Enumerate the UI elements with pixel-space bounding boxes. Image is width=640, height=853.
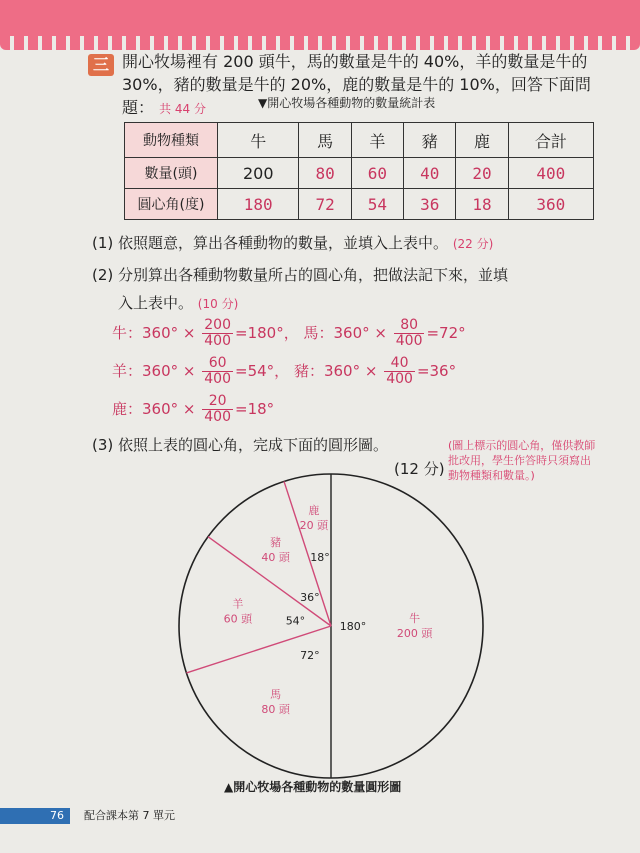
teacher-note: (圖上標示的圓心角，僅供教師批改用，學生作答時只須寫出動物種類和數量。) [448, 439, 596, 482]
slice-name-label: 馬 [270, 688, 282, 702]
calc-result: =54°， [235, 362, 290, 380]
count-cell: 200 [218, 158, 299, 189]
angle-cell: 72 [299, 189, 351, 220]
numerator: 20 [202, 394, 233, 410]
numerator: 60 [202, 356, 233, 372]
slice-angle-label: 36° [300, 590, 320, 604]
calc-prefix: ：360° × [127, 400, 196, 418]
count-cell: 20 [456, 158, 508, 189]
count-cell: 400 [508, 158, 593, 189]
table-header-cell: 豬 [404, 123, 456, 158]
count-cell: 80 [299, 158, 351, 189]
table-header-cell: 馬 [299, 123, 351, 158]
subquestion-2-text: 入上表中。 [118, 294, 194, 312]
subquestion-3-points: (12 分) [394, 460, 445, 478]
calc-animal: 馬 [303, 324, 319, 342]
table-caption: ▼開心牧場各種動物的數量統計表 [258, 96, 436, 110]
denominator: 400 [395, 333, 423, 349]
question-number-badge: 三 [88, 54, 114, 76]
subquestion-1-text: (1) 依照題意，算出各種動物的數量，並填入上表中。 [92, 234, 449, 252]
angle-cell: 180 [218, 189, 299, 220]
page-number: 76 [0, 808, 70, 824]
slice-count-label: 200 頭 [396, 627, 433, 640]
denominator: 400 [204, 409, 231, 425]
calc-animal: 鹿 [112, 400, 128, 418]
calc-animal: 牛 [112, 324, 128, 342]
table-header-cell: 合計 [508, 123, 593, 158]
calc-result: =36° [416, 362, 457, 380]
calc-result: =180°， [235, 324, 299, 342]
table-header-cell: 動物種類 [125, 123, 218, 158]
denominator: 400 [204, 333, 231, 349]
slice-angle-label: 18° [310, 550, 330, 564]
count-cell: 40 [404, 158, 456, 189]
slice-name-label: 鹿 [308, 503, 320, 517]
slice-name-label: 豬 [270, 535, 282, 549]
angle-cell: 36 [404, 189, 456, 220]
numerator: 200 [204, 317, 231, 333]
subquestion-1-points: (22 分) [452, 237, 494, 251]
calc-animal: 豬 [293, 362, 309, 380]
numerator: 40 [384, 356, 415, 372]
angle-cell: 360 [508, 189, 593, 220]
row-label: 數量(頭) [125, 158, 218, 189]
table-header-cell: 牛 [218, 123, 299, 158]
slice-angle-label: 72° [300, 649, 320, 663]
slice-angle-label: 54° [285, 614, 306, 628]
denominator: 400 [204, 371, 231, 387]
slice-name-label: 牛 [409, 612, 421, 625]
calc-result: =18° [235, 400, 275, 418]
calc-result: =72° [426, 324, 466, 342]
calc-prefix: ：360° × [318, 324, 387, 342]
calc-prefix: ：360° × [308, 362, 378, 380]
question-body: 開心牧場裡有 200 頭牛，馬的數量是牛的 40%，羊的數量是牛的 30%，豬的數量是牛的 20%，鹿的數量是牛的 10%，回答下面問題： [122, 52, 591, 117]
calc-prefix: ：360° × [127, 362, 196, 380]
slice-count-label: 20 頭 [299, 518, 329, 532]
calc-animal: 羊 [112, 362, 128, 380]
angle-cell: 18 [456, 189, 508, 220]
row-label: 圓心角(度) [125, 189, 218, 220]
subquestion-2-line1: (2) 分別算出各種動物數量所占的圓心角，把做法記下來，並填 [92, 266, 509, 284]
table-header-cell: 鹿 [456, 123, 508, 158]
slice-angle-label: 180° [339, 620, 367, 633]
slice-count-label: 40 頭 [261, 550, 290, 564]
slice-count-label: 80 頭 [261, 703, 290, 717]
angle-cell: 54 [351, 189, 403, 220]
pie-chart-caption: ▲開心牧場各種動物的數量圓形圖 [224, 780, 402, 794]
table-header-cell: 羊 [351, 123, 403, 158]
calc-prefix: ：360° × [127, 324, 196, 342]
question-points: 共 44 分 [159, 102, 207, 116]
count-cell: 60 [351, 158, 403, 189]
subquestion-2-points: (10 分) [197, 297, 239, 311]
pie-chart-group [179, 474, 483, 778]
denominator: 400 [386, 371, 413, 387]
slice-count-label: 60 頭 [223, 612, 253, 626]
footer-text: 配合課本第 7 單元 [84, 809, 175, 822]
slice-name-label: 羊 [232, 597, 244, 611]
numerator: 80 [394, 318, 425, 334]
subquestion-3: (3) 依照上表的圓心角，完成下面的圓形圖。 [92, 436, 389, 454]
